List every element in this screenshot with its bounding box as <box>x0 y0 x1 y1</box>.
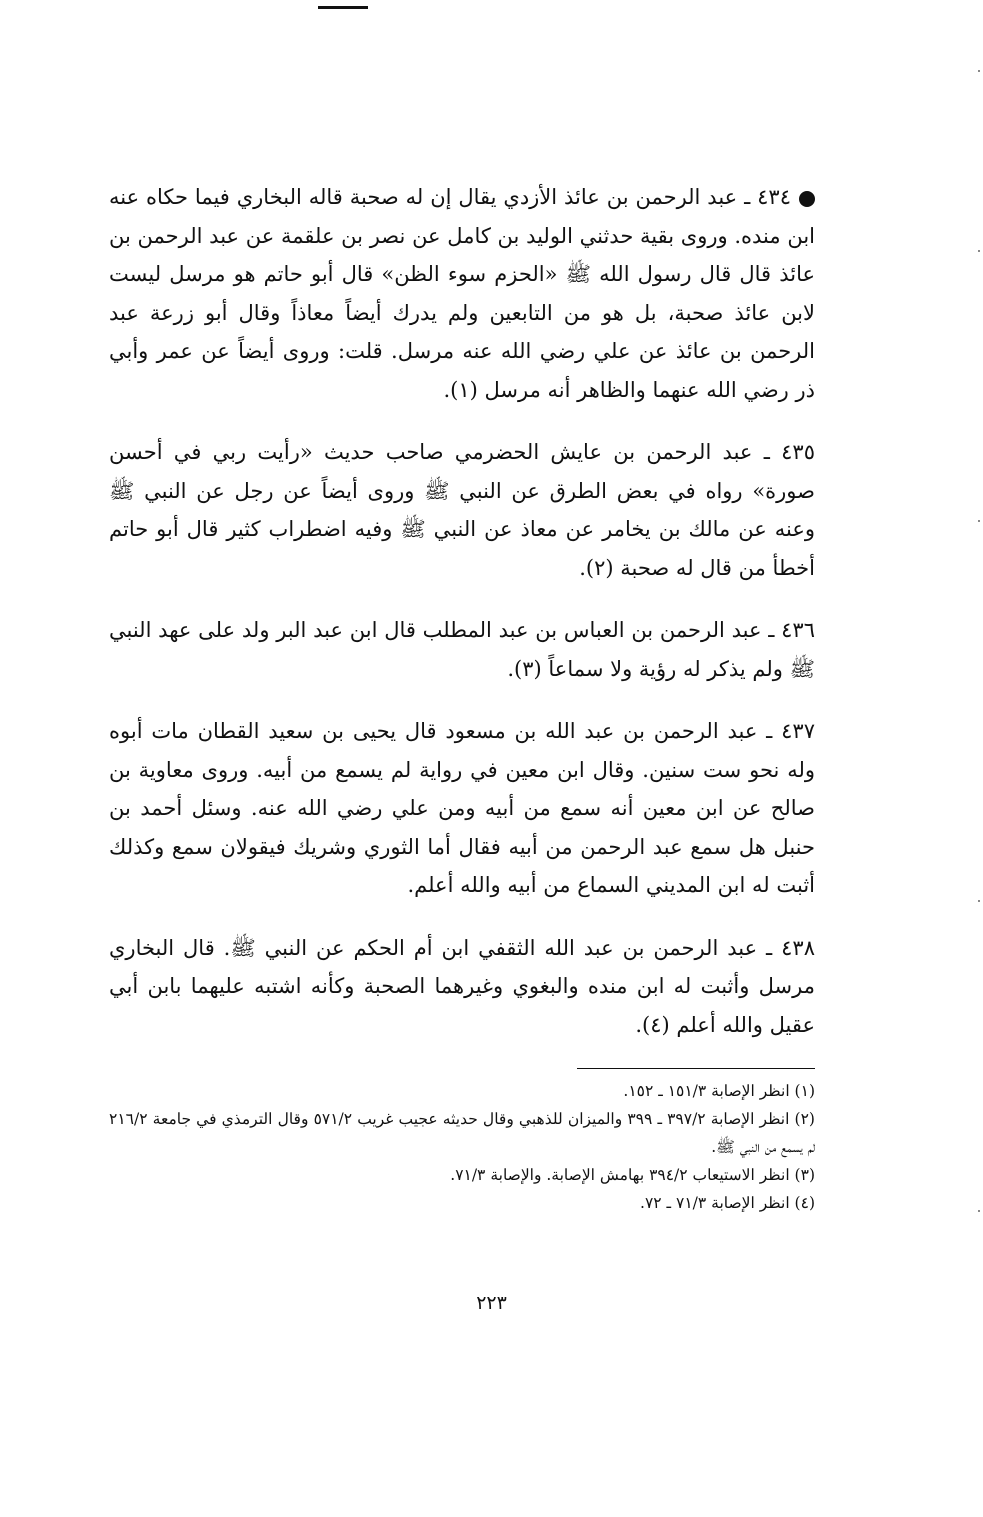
footnote-2: (٢) انظر الإصابة ٣٩٧/٢ ـ ٣٩٩ والميزان للذهبي وقال حديثه عجيب غريب ٥٧١/٢ وقال الترمذي في جامعة ٢١٦/٢ لم يسمع من النبي ﷺ. <box>109 1110 815 1156</box>
page-body <box>109 178 815 1217</box>
edge-speck <box>978 900 980 902</box>
footnote-3: (٣) انظر الاستيعاب ٣٩٤/٢ بهامش الإصابة. والإصابة ٧١/٣. <box>450 1166 815 1184</box>
edge-speck <box>978 520 980 522</box>
page-edge-marks <box>975 0 983 1517</box>
top-rule <box>318 6 368 9</box>
entry-434 <box>109 178 815 409</box>
entry-434-text: ٤٣٤ ـ عبد الرحمن بن عائذ الأزدي يقال إن له صحبة قاله البخاري فيما حكاه عنه ابن منده. وروى بقية حدثني الوليد بن كامل عن نصر بن علقمة عن عبد الرحمن بن عائذ قال قال رسول الله ﷺ «الحزم سوء الظن» قال أبو حاتم هو مرسل ليست لابن عائذ صحبة، بل هو من التابعين ولم يدرك أيضاً معاذاً وقال أبو زرعة عبد الرحمن بن عائذ عن علي رضي الله عنه مرسل. قلت: وروى أيضاً عن عمر وأبي ذر رضي الله عنهما والظاهر أنه مرسل (١). <box>109 185 815 402</box>
bullet-icon <box>799 191 815 207</box>
edge-speck <box>978 250 980 252</box>
entry-435: ٤٣٥ ـ عبد الرحمن بن عايش الحضرمي صاحب حديث «رأيت ربي في أحسن صورة» رواه في بعض الطرق عن النبي ﷺ وروى أيضاً عن رجل عن النبي ﷺ وعنه عن مالك بن يخامر عن معاذ عن النبي ﷺ وفيه اضطراب كثير قال أبو حاتم أخطأ من قال له صحبة (٢). <box>109 440 815 580</box>
footnote-4: (٤) انظر الإصابة ٧١/٣ ـ ٧٢. <box>640 1194 815 1212</box>
footnote-divider <box>577 1068 815 1069</box>
edge-speck <box>978 1210 980 1212</box>
page-number: ٢٢٣ <box>476 1292 507 1314</box>
edge-speck <box>978 70 980 72</box>
entry-438: ٤٣٨ ـ عبد الرحمن بن عبد الله الثقفي ابن أم الحكم عن النبي ﷺ. قال البخاري مرسل وأثبت له ابن منده والبغوي وغيرهما الصحبة وكأنه اشتبه عليهما بابن أبي عقيل والله أعلم (٤). <box>109 935 815 1037</box>
footnotes <box>109 1077 815 1217</box>
footnote-1: (١) انظر الإصابة ١٥١/٣ ـ ١٥٢. <box>623 1082 815 1100</box>
entry-436: ٤٣٦ ـ عبد الرحمن بن العباس بن عبد المطلب قال ابن عبد البر ولد على عهد النبي ﷺ ولم يذكر له رؤية ولا سماعاً (٣). <box>109 618 815 681</box>
entry-437: ٤٣٧ ـ عبد الرحمن بن عبد الله بن مسعود قال يحيى بن سعيد القطان مات أبوه وله نحو ست سنين. وقال ابن معين في رواية لم يسمع من أبيه. وروى معاوية بن صالح عن ابن معين أنه سمع من أبيه ومن علي رضي الله عنه. وسئل أحمد بن حنبل هل سمع عبد الرحمن من أبيه فقال أما الثوري وشريك فيقولان سمع وكذلك أثبت له ابن المديني السماع من أبيه والله أعلم. <box>109 719 815 897</box>
